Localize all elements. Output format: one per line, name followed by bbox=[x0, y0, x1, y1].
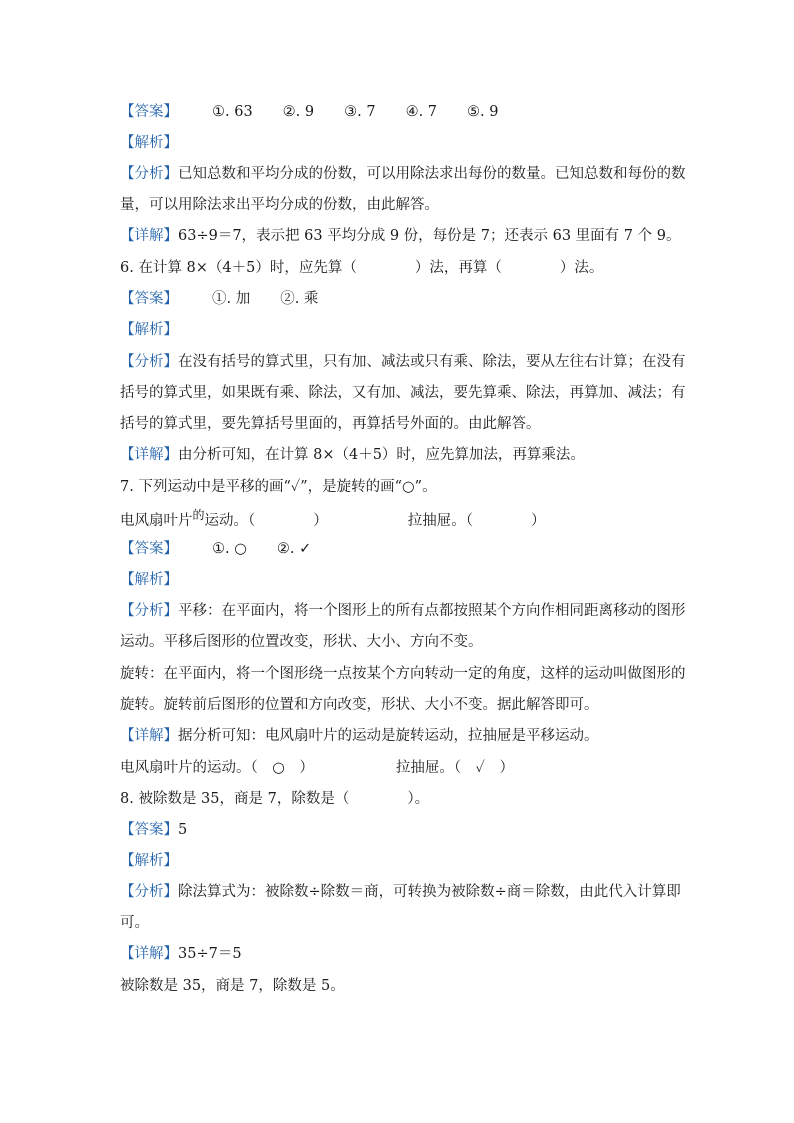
jiexi-tag: 【解析】 bbox=[120, 853, 178, 869]
q7-xuanzhuan-line1: 旋转：在平面内，将一个图形绕一点按某个方向转动一定的角度，这样的运动叫做图形的 bbox=[120, 666, 686, 682]
q5-fenxi-line1 bbox=[120, 164, 686, 184]
q7-fenxi-line1 bbox=[120, 601, 686, 621]
q8-fenxi-line2: 可。 bbox=[120, 915, 149, 931]
answer-tag: 【答案】 bbox=[120, 822, 178, 838]
q7-xuanzhuan-line2: 旋转。旋转前后图形的位置和方向改变，形状、大小不变。据此解答即可。 bbox=[120, 697, 599, 713]
xiangjie-tag: 【详解】 bbox=[120, 728, 178, 744]
jiexi-tag: 【解析】 bbox=[120, 135, 178, 151]
q7-items-line bbox=[120, 508, 680, 531]
fenxi-text: 已知总数和平均分成的份数，可以用除法求出每份的数量。已知总数和每份的数 bbox=[178, 166, 686, 182]
answer-item: ②. ✓ bbox=[276, 541, 312, 557]
item1-text: 电风扇叶片 bbox=[120, 513, 193, 529]
q6-xiangjie-line bbox=[120, 445, 680, 465]
q8-answer-line bbox=[120, 820, 680, 840]
answer-tag: 【答案】 bbox=[120, 291, 178, 307]
q5-xiangjie-line bbox=[120, 226, 680, 246]
xiangjie-text: 63÷9＝7，表示把 63 平均分成 9 份，每份是 7；还表示 63 里面有 7 个 9。 bbox=[178, 228, 681, 244]
q8-conclusion: 被除数是 35，商是 7，除数是 5。 bbox=[120, 978, 345, 994]
q6-question: 6. 在计算 8×（4＋5）时，应先算（ ）法，再算（ ）法。 bbox=[120, 260, 604, 276]
fenxi-tag: 【分析】 bbox=[120, 603, 178, 619]
answer-item: ④. 7 bbox=[405, 104, 438, 120]
answer-tag: 【答案】 bbox=[120, 541, 178, 557]
q8-question: 8. 被除数是 35，商是 7，除数是（ ）。 bbox=[120, 791, 430, 807]
answer-item: ①. 63 bbox=[212, 104, 253, 120]
answer-item: ⑤. 9 bbox=[467, 104, 499, 120]
q5-fenxi-line2: 量，可以用除法求出平均分成的份数，由此解答。 bbox=[120, 197, 439, 213]
item1-text-post: 运动。（ ） bbox=[204, 513, 328, 529]
fenxi-text: 平移：在平面内，将一个图形上的所有点都按照某个方向作相同距离移动的图形 bbox=[178, 603, 686, 619]
fenxi-tag: 【分析】 bbox=[120, 354, 178, 370]
xiangjie-tag: 【详解】 bbox=[120, 228, 178, 244]
item1-sup: 的 bbox=[192, 508, 205, 522]
jiexi-tag: 【解析】 bbox=[120, 322, 178, 338]
q7-question: 7. 下列运动中是平移的画“✓”，是旋转的画“○”。 bbox=[120, 479, 437, 495]
xiangjie-tag: 【详解】 bbox=[120, 946, 178, 962]
xiangjie-text: 据分析可知：电风扇叶片的运动是旋转运动，拉抽屉是平移运动。 bbox=[178, 728, 599, 744]
xiangjie-text: 35÷7＝5 bbox=[178, 946, 242, 962]
answer-item: ①. ○ bbox=[212, 541, 247, 557]
answer-tag: 【答案】 bbox=[120, 104, 178, 120]
fenxi-tag: 【分析】 bbox=[120, 166, 178, 182]
answer-item: ①. 加 bbox=[212, 291, 251, 307]
q7-xiangjie-line bbox=[120, 726, 680, 746]
q8-xiangjie-line bbox=[120, 944, 680, 964]
q6-fenxi-line1 bbox=[120, 352, 686, 372]
xiangjie-text: 由分析可知，在计算 8×（4＋5）时，应先算加法，再算乘法。 bbox=[178, 447, 585, 463]
fenxi-text: 除法算式为：被除数÷除数＝商，可转换为被除数÷商＝除数，由此代入计算即 bbox=[178, 884, 681, 900]
answer-item: ③. 7 bbox=[344, 104, 376, 120]
answer-value: 5 bbox=[178, 822, 188, 838]
fenxi-tag: 【分析】 bbox=[120, 884, 178, 900]
item2-text: 拉抽屉。（ ） bbox=[407, 513, 546, 529]
result2-text: 拉抽屉。（ ✓ ） bbox=[395, 760, 515, 776]
q5-answer-line bbox=[120, 102, 680, 122]
q8-fenxi-line1 bbox=[120, 882, 680, 902]
q7-answer-line bbox=[120, 539, 680, 559]
q6-fenxi-line2: 括号的算式里，如果既有乘、除法，又有加、减法，要先算乘、除法，再算加、减法；有 bbox=[120, 385, 686, 401]
q6-answer-line bbox=[120, 289, 680, 309]
answer-item: ②. 乘 bbox=[280, 291, 319, 307]
fenxi-text: 在没有括号的算式里，只有加、减法或只有乘、除法，要从左往右计算；在没有 bbox=[178, 354, 686, 370]
jiexi-tag: 【解析】 bbox=[120, 572, 178, 588]
answer-item: ②. 9 bbox=[282, 104, 315, 120]
xiangjie-tag: 【详解】 bbox=[120, 447, 178, 463]
result1-text: 电风扇叶片的运动。（ ○ ） bbox=[120, 760, 314, 776]
q6-fenxi-line3: 括号的算式里，要先算括号里面的，再算括号外面的。由此解答。 bbox=[120, 416, 541, 432]
q7-fenxi-line2: 运动。平移后图形的位置改变，形状、大小、方向不变。 bbox=[120, 634, 483, 650]
q7-result-line bbox=[120, 758, 680, 778]
